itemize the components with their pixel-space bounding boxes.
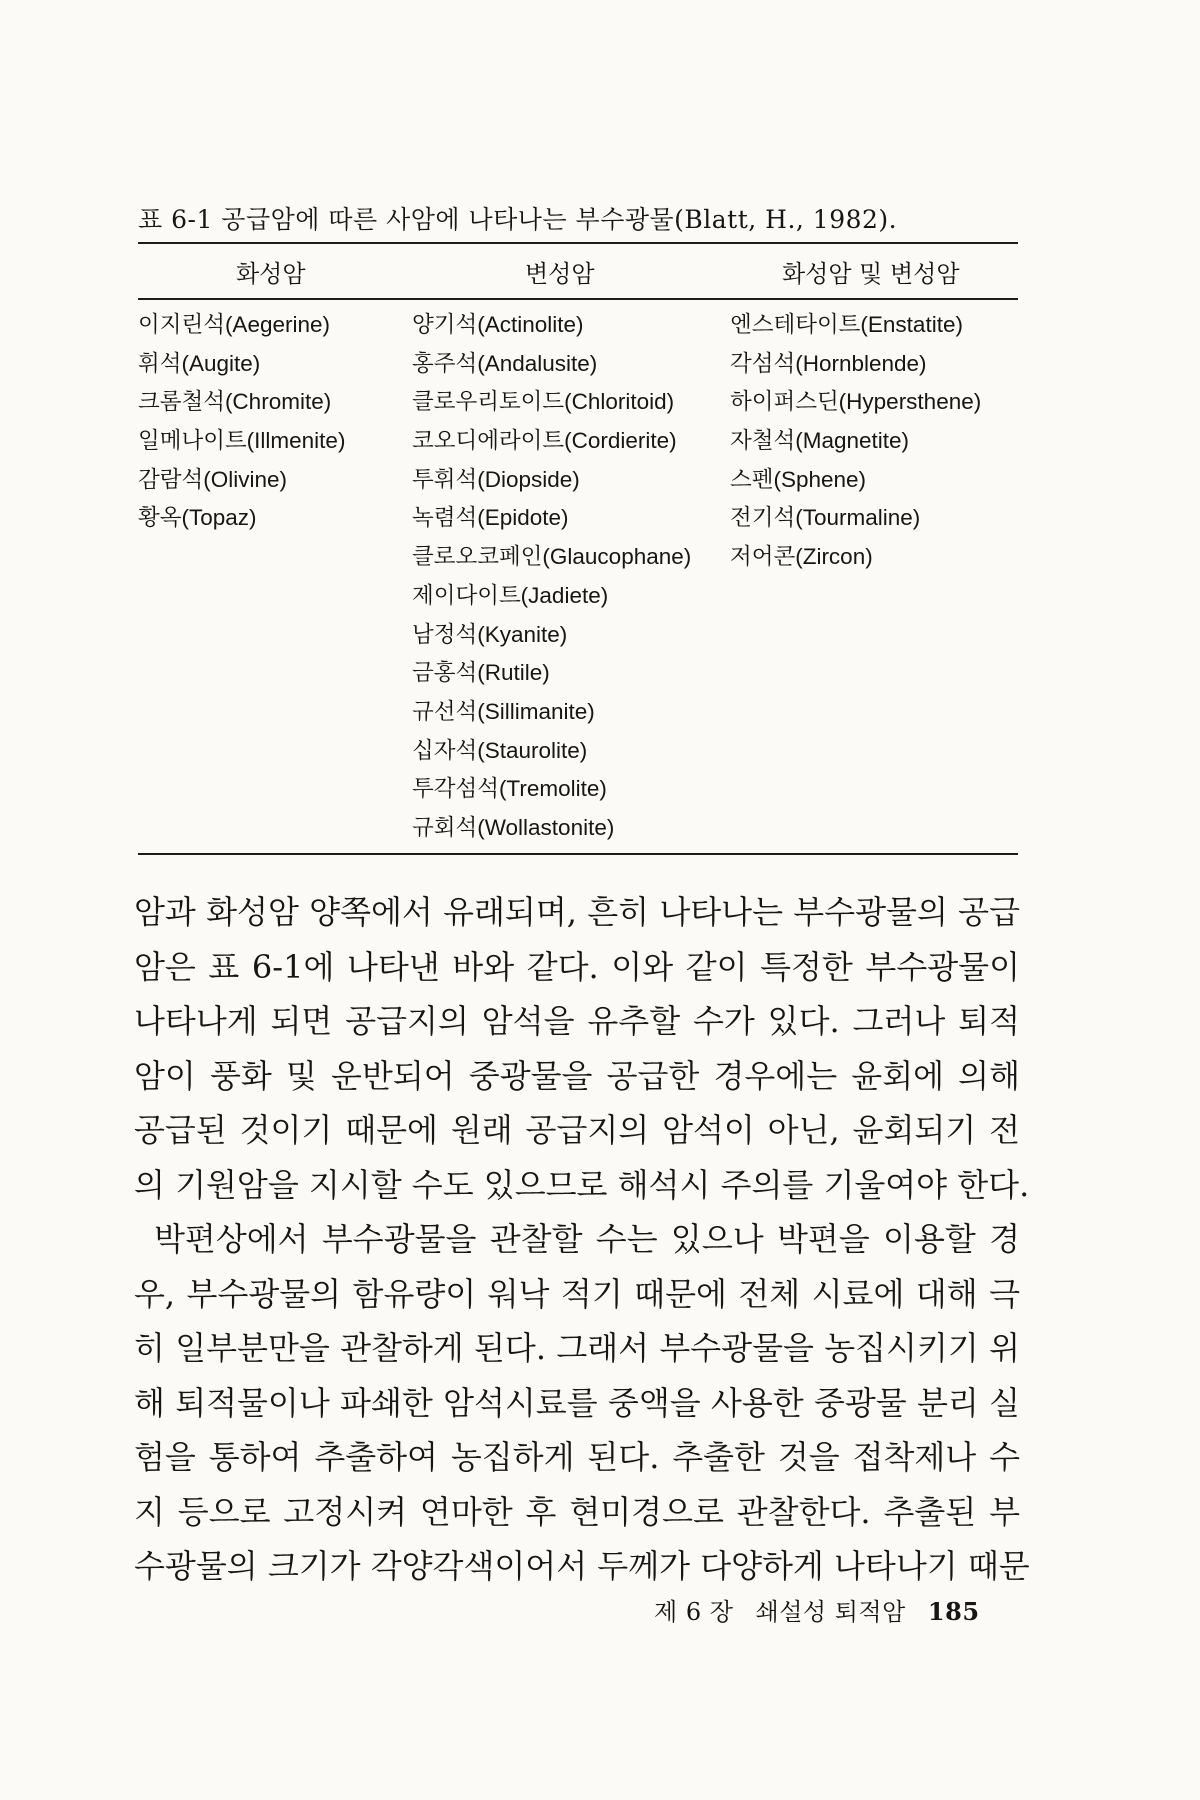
mineral-cell: 홍주석(Andalusite) [412,350,598,376]
body-line: 수광물의 크기가 각양각색이어서 두께가 다양하게 나타나기 때문 [134,1547,1030,1585]
body-line: 나타나게 되면 공급지의 암석을 유추할 수가 있다. 그러나 퇴적 [134,1002,1020,1040]
page-footer [654,1592,980,1627]
body-line: 험을 통하여 추출하여 농집하게 된다. 추출한 것을 접착제나 수 [134,1438,1020,1476]
mineral-cell: 크롬철석(Chromite) [138,389,332,415]
body-line: 암과 화성암 양쪽에서 유래되며, 흔히 나타나는 부수광물의 공급 [134,893,1020,931]
mineral-cell: 코오디에라이트(Cordierite) [412,428,677,454]
mineral-cell: 황옥(Topaz) [138,505,257,531]
mineral-cell: 전기석(Tourmaline) [730,505,921,531]
header-igneous: 화성암 [236,260,306,288]
mineral-cell: 투휘석(Diopside) [412,466,580,492]
body-line: 박편상에서 부수광물을 관찰할 수는 있으나 박편을 이용할 경 [154,1220,1020,1258]
mineral-cell: 제이다이트(Jadiete) [412,582,609,608]
mineral-cell: 십자석(Staurolite) [412,737,588,763]
igneous-mineral-list [138,306,345,538]
body-line: 의 기원암을 지시할 수도 있으므로 해석시 주의를 기울여야 한다. [134,1165,1030,1204]
page-number: 185 [927,1597,980,1626]
body-line: 암은 표 6-1에 나타낸 바와 같다. 이와 같이 특정한 부수광물이 [134,947,1020,986]
chapter-title: 쇄설성 퇴적암 [755,1598,906,1626]
mineral-cell: 남정석(Kyanite) [412,621,568,647]
mineral-cell: 감람석(Olivine) [138,466,287,492]
header-metamorphic: 변성암 [525,260,595,288]
body-paragraphs [134,885,1030,1594]
mineral-cell: 일메나이트(Illmenite) [138,428,346,454]
mineral-cell: 금홍석(Rutile) [412,660,550,686]
body-line: 공급된 것이기 때문에 원래 공급지의 암석이 아닌, 윤회되기 전 [134,1111,1020,1149]
mineral-cell: 규회석(Wollastonite) [412,814,615,840]
mineral-cell: 자철석(Magnetite) [730,428,910,454]
mineral-cell: 휘석(Augite) [138,350,261,376]
body-line: 암이 풍화 및 운반되어 중광물을 공급한 경우에는 윤회에 의해 [134,1056,1020,1095]
body-line: 지 등으로 고정시켜 연마한 후 현미경으로 관찰한다. 추출된 부 [134,1492,1020,1531]
table-header-rule [138,298,1018,300]
metamorphic-mineral-list [412,306,691,848]
mineral-cell: 하이퍼스딘(Hypersthene) [730,389,982,415]
table-caption: 표 6-1 공급암에 따른 사암에 나타나는 부수광물(Blatt, H., 1982). [138,205,898,234]
body-line: 해 퇴적물이나 파쇄한 암석시료를 중액을 사용한 중광물 분리 실 [134,1383,1020,1422]
table-top-rule [138,242,1018,244]
mineral-cell: 녹렴석(Epidote) [412,505,569,531]
header-igneous-and-metamorphic: 화성암 및 변성암 [782,260,960,288]
body-line: 우, 부수광물의 함유량이 워낙 적기 때문에 전체 시료에 대해 극 [134,1274,1020,1313]
mineral-cell: 스펜(Sphene) [730,466,867,492]
mineral-cell: 각섬석(Hornblende) [730,350,927,376]
igneous-and-metamorphic-mineral-list [730,306,981,577]
mineral-cell: 규선석(Sillimanite) [412,698,595,724]
mineral-cell: 클로오코페인(Glaucophane) [412,544,692,570]
mineral-cell: 양기석(Actinolite) [412,312,584,337]
mineral-cell: 클로우리토이드(Chloritoid) [412,389,675,415]
chapter-label: 제 6 장 [654,1598,734,1626]
mineral-cell: 저어콘(Zircon) [730,544,873,570]
mineral-cell: 투각섬석(Tremolite) [412,776,607,802]
body-line: 히 일부분만을 관찰하게 된다. 그래서 부수광물을 농집시키기 위 [134,1329,1020,1367]
table-bottom-rule [138,853,1018,855]
mineral-cell: 엔스테타이트(Enstatite) [730,312,963,337]
mineral-cell: 이지린석(Aegerine) [138,312,330,337]
